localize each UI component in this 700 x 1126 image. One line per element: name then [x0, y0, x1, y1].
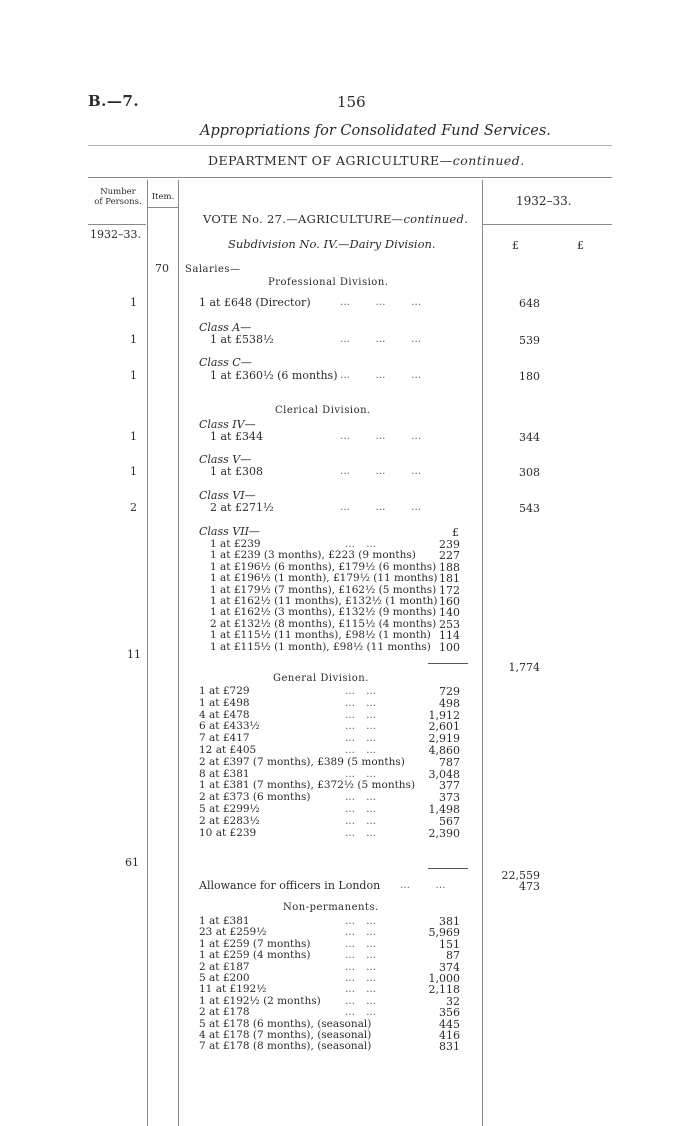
amount: 498 [439, 696, 460, 710]
leader-dots: … … … [340, 370, 426, 381]
amount: 253 [439, 617, 460, 631]
salary-line: 2 at £132½ (8 months), £115½ (4 months) [210, 617, 437, 630]
class-label: Class VII— [199, 525, 260, 538]
amount-total: 308 [519, 466, 540, 479]
amount: 160 [439, 595, 460, 608]
amount-total: 344 [519, 431, 540, 444]
salary-line: 1 at £239 [210, 538, 261, 550]
pound-sign: £ [452, 526, 459, 539]
salary-line: 1 at £115½ (1 month), £98½ (11 months) [210, 640, 431, 653]
salary-line: 2 at £283½ [199, 814, 260, 827]
leader-dots: … … … [340, 334, 426, 345]
leader-dots: … … [345, 697, 381, 709]
amount-total: 180 [519, 370, 540, 383]
salary-line: 1 at £259 (4 months) [199, 949, 311, 962]
amount: 381 [439, 915, 460, 928]
department-heading: DEPARTMENT OF AGRICULTURE—continued. [208, 153, 525, 168]
salary-line: 1 at £538½ [210, 333, 274, 346]
salary-line: 6 at £433½ [199, 720, 260, 733]
salary-line: 2 at £187 [199, 960, 250, 973]
salaries-heading: Salaries— [185, 264, 241, 275]
amount: 377 [439, 779, 460, 793]
amount: 787 [439, 755, 460, 769]
salary-line: 1 at £179½ (7 months), £162½ (5 months) [210, 583, 437, 596]
leader-dots: … … [345, 984, 381, 996]
amount: 1,912 [428, 708, 460, 722]
vote-title: VOTE No. 27.—AGRICULTURE—continued. [203, 212, 469, 226]
salary-line: 1 at £115½ (11 months), £98½ (1 month) [210, 629, 431, 642]
amount-total: 543 [519, 502, 540, 515]
salary-line: 2 at £271½ [210, 501, 274, 514]
pound-sign-column-2: £ [577, 239, 584, 252]
leader-dots: … … [345, 768, 381, 780]
item-number: 70 [155, 262, 169, 275]
leader-dots: … … [345, 961, 381, 973]
salary-line: 1 at £381 [199, 915, 250, 927]
leader-dots: … … [345, 916, 381, 927]
amount: 3,048 [428, 767, 460, 781]
salary-line: 1 at £308 [210, 465, 263, 478]
leader-dots: … … [345, 686, 381, 697]
salary-line: 11 at £192½ [199, 983, 267, 996]
leader-dots: … … [345, 709, 381, 721]
salary-line: 1 at £360½ (6 months) [210, 369, 338, 382]
table-top-rule [88, 177, 612, 178]
amount: 1,498 [428, 803, 460, 816]
amount: 188 [439, 560, 460, 574]
leader-dots: … … [345, 804, 381, 815]
class-label: Class VI— [199, 489, 256, 502]
page-title: Appropriations for Consolidated Fund Services. [200, 123, 551, 139]
persons-count: 1 [130, 333, 137, 346]
amount: 151 [439, 937, 460, 951]
salary-line: 1 at £381 (7 months), £372½ (5 months) [199, 779, 416, 792]
amount: 2,390 [428, 826, 460, 840]
document-reference: B.—7. [88, 92, 140, 110]
subtotal-rule [428, 868, 468, 869]
amount-total: 648 [519, 297, 540, 310]
amount: 2,601 [428, 720, 460, 734]
leader-dots: … … … [340, 502, 426, 513]
salary-line: 1 at £196½ (6 months), £179½ (6 months) [210, 560, 437, 573]
persons-count: 11 [127, 648, 141, 661]
salary-line: 1 at £648 (Director) [199, 296, 311, 309]
amount-total: 22,559 [501, 869, 540, 882]
amount: 32 [446, 994, 460, 1008]
subtotal-rule [428, 663, 468, 664]
salary-line: 8 at £381 [199, 767, 250, 780]
amount-column-rule [482, 180, 483, 1126]
salary-line: 12 at £405 [199, 744, 257, 756]
leader-dots: … … [345, 539, 381, 550]
persons-count: 1 [130, 430, 137, 443]
salary-line: 1 at £196½ (1 month), £179½ (11 months) [210, 572, 438, 585]
amount: 172 [439, 583, 460, 597]
item-column-rule [178, 180, 179, 1126]
leader-dots: … … … [340, 297, 426, 308]
page-number: 156 [337, 93, 366, 111]
persons-year: 1932–33. [90, 228, 141, 241]
leader-dots: … … [345, 995, 381, 1007]
amount: 140 [439, 606, 460, 620]
general-division-heading: General Division. [273, 673, 369, 684]
salary-line: 1 at £162½ (3 months), £132½ (9 months) [210, 606, 437, 619]
leader-dots: … … … [340, 466, 426, 477]
professional-division-heading: Professional Division. [268, 277, 389, 288]
item-head-rule [148, 207, 178, 208]
amount-head-rule [483, 224, 612, 225]
salary-line: 5 at £299½ [199, 803, 260, 815]
item-column-header: Item. [151, 192, 175, 202]
salary-line: 7 at £178 (8 months), (seasonal) [199, 1040, 372, 1053]
persons-head-rule [88, 224, 146, 225]
persons-count: 1 [130, 465, 137, 478]
amount: 227 [439, 549, 460, 563]
amount: 5,969 [428, 926, 460, 940]
amount: 100 [439, 640, 460, 654]
leader-dots: … … [345, 938, 381, 950]
subdivision-title: Subdivision No. IV.—Dairy Division. [228, 237, 436, 251]
amount: 2,919 [428, 732, 460, 746]
amount: 374 [439, 960, 460, 974]
salary-line: 1 at £344 [210, 430, 263, 443]
salary-line: 2 at £178 [199, 1006, 250, 1019]
salary-line: 4 at £178 (7 months), (seasonal) [199, 1029, 372, 1041]
leader-dots: … … [345, 973, 381, 984]
salary-line: 1 at £498 [199, 696, 250, 709]
amount-year: 1932–33. [516, 194, 572, 208]
class-label: Class C— [199, 356, 252, 369]
persons-count: 61 [125, 856, 139, 869]
persons-count: 1 [130, 369, 137, 382]
leader-dots: … … [345, 815, 381, 827]
salary-line: 5 at £178 (6 months), (seasonal) [199, 1017, 372, 1030]
salary-line: 2 at £373 (6 months) [199, 791, 311, 804]
amount: 416 [439, 1029, 460, 1042]
amount: 181 [439, 572, 460, 586]
amount: 356 [439, 1006, 460, 1020]
salary-line: 1 at £259 (7 months) [199, 937, 311, 950]
amount: 114 [439, 629, 460, 643]
leader-dots: … … [345, 721, 381, 733]
amount-total: 473 [519, 880, 540, 893]
salary-line: 7 at £417 [199, 732, 250, 745]
class-label: Class A— [199, 321, 252, 334]
persons-count: 1 [130, 296, 137, 309]
amount: 373 [439, 791, 460, 805]
salary-line: 1 at £192½ (2 months) [199, 994, 321, 1007]
amount: 831 [439, 1040, 460, 1054]
leader-dots: … … [345, 745, 381, 756]
amount-total: 1,774 [508, 661, 540, 674]
leader-dots: … … [345, 792, 381, 804]
persons-count: 2 [130, 501, 137, 514]
leader-dots: … … [345, 827, 381, 839]
salary-line: 5 at £200 [199, 972, 250, 984]
amount: 4,860 [428, 744, 460, 757]
amount: 2,118 [428, 983, 460, 997]
non-permanents-heading: Non-permanents. [283, 902, 379, 913]
clerical-division-heading: Clerical Division. [275, 405, 371, 416]
amount: 1,000 [428, 972, 460, 985]
amount-total: 539 [519, 334, 540, 347]
class-label: Class V— [199, 453, 252, 466]
amount: 729 [439, 685, 460, 698]
salary-line: 23 at £259½ [199, 926, 267, 939]
persons-column-rule [147, 180, 148, 1126]
amount: 239 [439, 538, 460, 551]
leader-dots: … … [345, 950, 381, 962]
leader-dots: … … [345, 733, 381, 745]
leader-dots: … … [400, 880, 450, 891]
salary-line: 1 at £239 (3 months), £223 (9 months) [210, 549, 416, 562]
title-rule [88, 145, 612, 146]
salary-line: 1 at £162½ (11 months), £132½ (1 month) [210, 595, 438, 607]
amount: 445 [439, 1017, 460, 1031]
salary-line: 10 at £239 [199, 826, 257, 839]
class-label: Class IV— [199, 418, 256, 431]
salary-line: 1 at £729 [199, 685, 250, 697]
leader-dots: … … [345, 1007, 381, 1019]
leader-dots: … … [345, 927, 381, 939]
allowance-line: Allowance for officers in London [199, 879, 381, 892]
amount: 87 [446, 949, 460, 963]
pound-sign-column-1: £ [512, 239, 519, 252]
amount: 567 [439, 814, 460, 828]
leader-dots: … … … [340, 431, 426, 442]
salary-line: 2 at £397 (7 months), £389 (5 months) [199, 755, 405, 768]
persons-column-header: Number of Persons. [94, 187, 142, 207]
salary-line: 4 at £478 [199, 708, 250, 721]
